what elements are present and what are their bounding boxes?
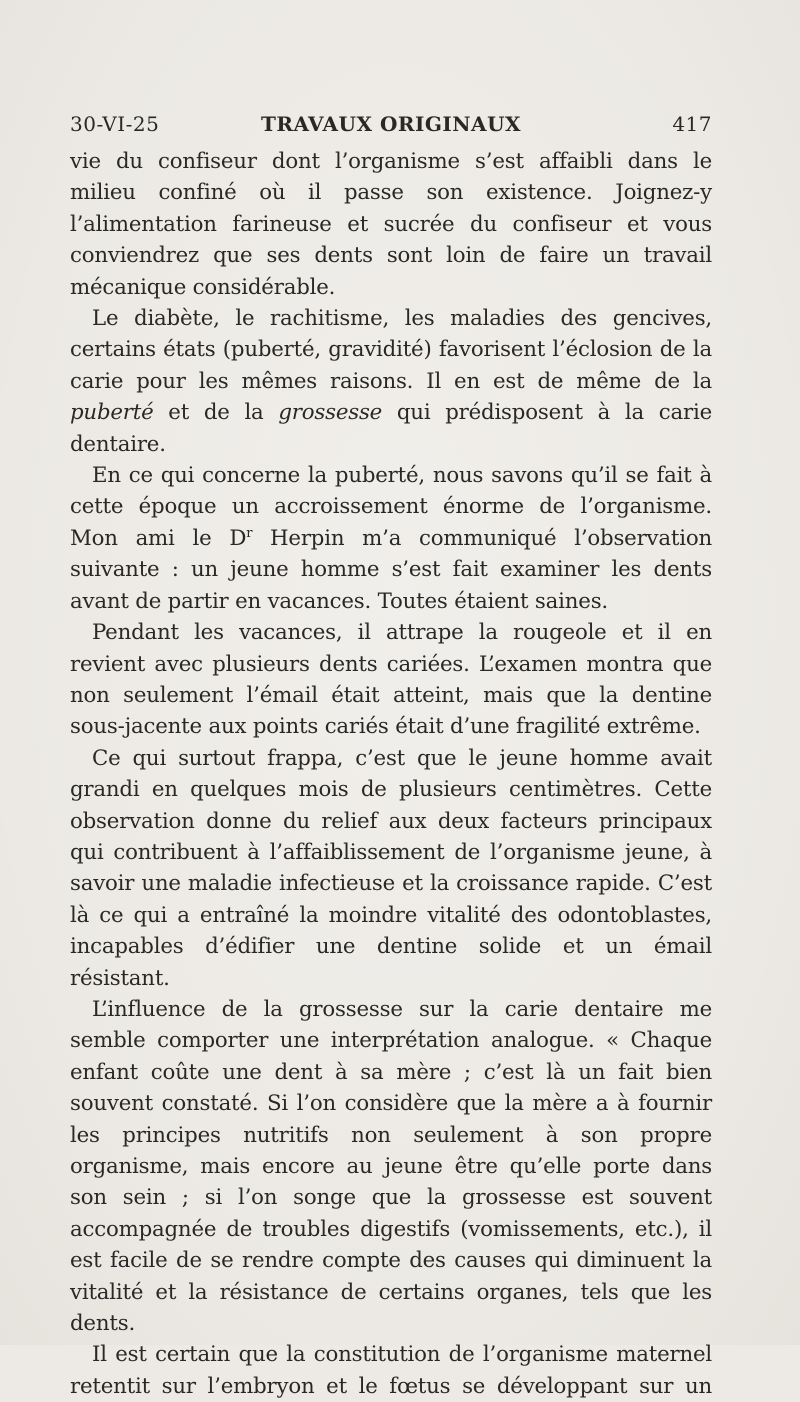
- paragraph-5: [70, 743, 712, 994]
- paragraph-4: [70, 617, 712, 743]
- paragraph-1-text: vie du confiseur dont l’organisme s’est affaibli dans le milieu confiné où il passe son existence. Joignez-y l’alimentation farineuse et sucrée du confiseur et vous conviendrez que ses dents sont loin de faire un travail mécanique considérable.: [70, 149, 712, 300]
- paragraph-3-text-a: En ce qui concerne la puberté, nous savons qu’il se fait à cette époque un accroissement énorme de l’organisme. Mon ami le D: [70, 463, 712, 551]
- paragraph-3-text-b: Herpin m’a communiqué l’observation suivante : un jeune homme s’est fait examiner les dents avant de partir en vacances. Toutes étaient saines.: [70, 525, 712, 614]
- paragraph-1: [70, 146, 712, 303]
- paragraph-7-text: Il est certain que la constitution de l’organisme maternel retentit sur l’embryon et le fœtus se développant sur un: [70, 1342, 712, 1399]
- paragraph-7: [70, 1339, 712, 1402]
- paragraph-6-text: L’influence de la grossesse sur la carie dentaire me semble comporter une interprétation analogue. « Chaque enfant coûte une dent à sa mère ; c’est là un fait bien souvent constaté. Si l’on considère que la mère a à fournir les principes nutritifs non seulement à son propre organisme, mais encore au jeune être qu’elle porte dans son sein ; si l’on songe que la grossesse est souvent accompagnée de troubles digestifs (vomissements, etc.), il est facile de se rendre compte des causes qui diminuent la vitalité et la résistance de certains organes, tels que les dents.: [70, 996, 712, 1337]
- paragraph-2-text-b: et de la: [153, 400, 279, 426]
- paragraph-2-text-a: Le diabète, le rachitisme, les maladies des gencives, certains états (puberté, gravidité) favorisent l’éclosion de la carie pour les mêmes raisons. Il en est de même de la: [70, 306, 712, 394]
- paragraph-3: [70, 460, 712, 617]
- paragraph-2: [70, 303, 712, 460]
- header-date: 30-VI-25: [70, 112, 160, 136]
- page-number: 417: [672, 112, 712, 136]
- superscript-r: r: [246, 525, 253, 541]
- header-section-title: TRAVAUX ORIGINAUX: [260, 112, 522, 136]
- paragraph-6: [70, 994, 712, 1339]
- italic-puberte: puberté: [70, 400, 154, 426]
- body-text: [70, 146, 712, 1402]
- paragraph-2-text-c: qui prédisposent à la carie dentaire.: [70, 400, 712, 457]
- paragraph-5-text: Ce qui surtout frappa, c’est que le jeune homme avait grandi en quelques mois de plusieurs centimètres. Cette observation donne du relief aux deux facteurs principaux qui contribuent à l’affaiblissement de l’organisme jeune, à savoir une maladie infectieuse et la croissance rapide. C’est là ce qui a entraîné la moindre vitalité des odontoblastes, incapables d’édifier une dentine solide et un émail résistant.: [70, 745, 712, 991]
- paragraph-4-text: Pendant les vacances, il attrape la rougeole et il en revient avec plusieurs dents cariées. L’examen montra que non seulement l’émail était atteint, mais que la dentine sous-jacente aux points cariés était d’une fragilité extrême.: [70, 620, 712, 740]
- running-header: [70, 108, 712, 140]
- italic-grossesse: grossesse: [278, 400, 383, 426]
